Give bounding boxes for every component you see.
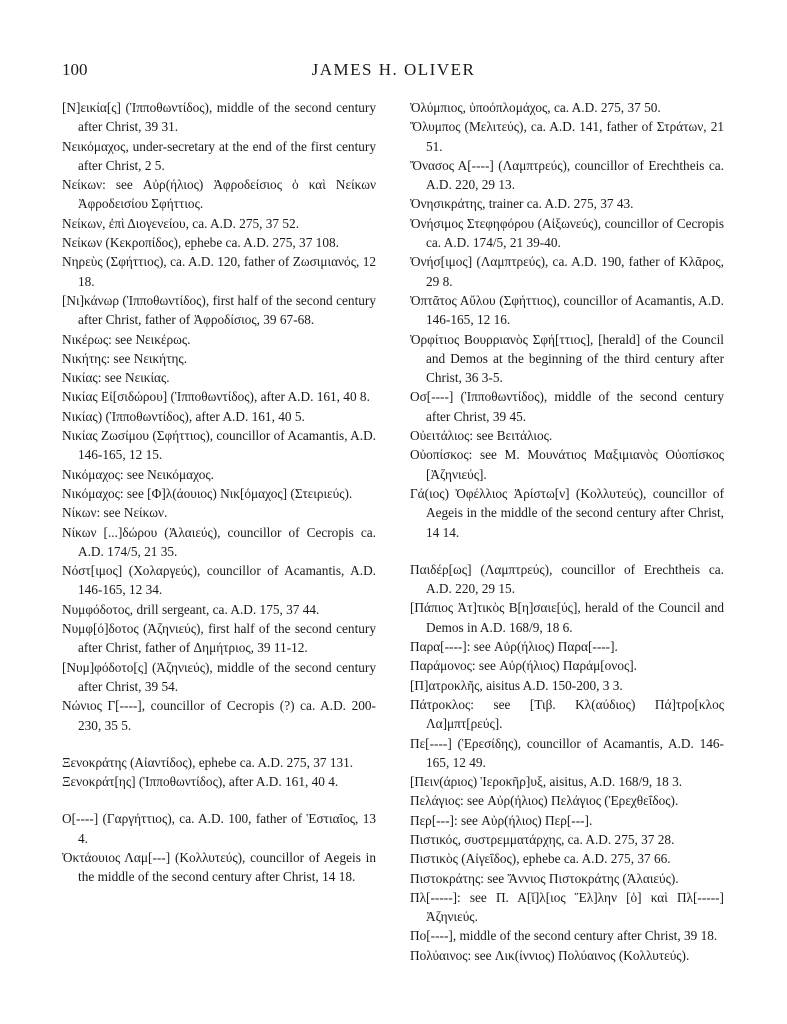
index-entry: Νείκων, ἐπὶ Διογενείου, ca. A.D. 275, 37 52. [62, 215, 300, 231]
page-header [62, 60, 725, 88]
index-entry: Νόστ[ιμος] (Χολαργεύς), councillor of Acamantis, A.D. 146-165, 12 34. [62, 563, 376, 598]
index-entry: Νεικόμαχος, under-secretary at the end of the first century after Christ, 2 5. [62, 138, 376, 173]
index-entry: Πιστικὸς (Αἰγεΐδος), ephebe ca. A.D. 275, 37 66. [410, 851, 671, 867]
index-entry: [Πάπιος Ἀτ]τικὸς Β[η]σαιε[ύς], herald of the Council and Demos in A.D. 168/9, 18 6. [410, 600, 724, 635]
index-entry: Ὄλυμπος (Μελιτεύς), ca. A.D. 141, father of Στράτων, 21 51. [410, 119, 724, 154]
index-entry: Περ[---]: see Αὐρ(ήλιος) Περ[---]. [410, 812, 593, 828]
index-entry: Παράμονος: see Αὐρ(ήλιος) Παράμ[ονος]. [410, 658, 637, 674]
index-entry: Πιστοκράτης: see Ἄννιος Πιστοκράτης (Ἁλαιεύς). [410, 870, 679, 886]
index-entry: Οσ[----] (Ἱπποθωντίδος), middle of the second century after Christ, 39 45. [410, 389, 724, 424]
index-entry: Πάτροκλος: see [Τιβ. Κλ(αύδιος) Πά]τρο[κλος Λα]μπτ[ρεύς]. [410, 696, 724, 732]
section-gap [62, 791, 376, 809]
index-entry: Νείκων (Κεκροπίδος), ephebe ca. A.D. 275, 37 108. [62, 235, 339, 251]
index-entry: Νικόμαχος: see Νεικόμαχος. [62, 466, 214, 482]
index-entry: Πιστικός, συστρεμματάρχης, ca. A.D. 275, 37 28. [410, 831, 675, 847]
index-entry: Νικίας Εἰ[σιδώρου] (Ἱπποθωντίδος), after A.D. 161, 40 8. [62, 389, 370, 405]
index-entry: Νικέρως: see Νεικέρως. [62, 331, 191, 347]
index-entry: [N]εικία[ς] (Ἱπποθωντίδος), middle of the second century after Christ, 39 31. [62, 100, 376, 135]
index-entry: Νικήτης: see Νεικήτης. [62, 350, 188, 366]
index-entry: Ὀνησικράτης, trainer ca. A.D. 275, 37 43. [410, 196, 634, 212]
index-entry: Νίκων [...]δώρου (Ἁλαιεύς), councillor of Cecropis ca. A.D. 174/5, 21 35. [62, 524, 376, 559]
index-entry: Ὀπτᾶτος Αὔλου (Σφήττιος), councillor of Acamantis, A.D. 146-165, 12 16. [410, 292, 724, 328]
index-entry: Πολύαινος: see Λικ(ίννιος) Πολύαινος (Κολλυτεύς). [410, 947, 690, 963]
index-entry: Νικόμαχος: see [Φ]λ(άουιος) Νικ[όμαχος] (Στειριεύς). [62, 485, 353, 501]
index-entry: [Π]ατροκλῆς, aisitus A.D. 150-200, 3 3. [410, 677, 623, 693]
index-entry: Οὐειτάλιος: see Βειτάλιος. [410, 428, 553, 444]
index-entry: Πλ[-----]: see Π. Α[ἴ]λ[ιος Ἕλ]λην [ὁ] καὶ Πλ[-----] Ἀζηνιεύς. [410, 889, 724, 925]
section-gap [410, 542, 724, 560]
index-entry: Πο[----], middle of the second century after Christ, 39 18. [410, 928, 718, 944]
index-entry: Νώνιος Γ[----], councillor of Cecropis (?) ca. A.D. 200-230, 35 5. [62, 698, 376, 733]
index-entry: Νικίας: see Νεικίας. [62, 370, 170, 386]
index-entry: [Πειν(άριος) Ἱεροκῆρ]υξ, aisitus, A.D. 168/9, 18 3. [410, 774, 683, 790]
running-head: JAMES H. OLIVER [311, 60, 476, 79]
index-entry: Πελάγιος: see Αὐρ(ήλιος) Πελάγιος (Ἐρεχθεΐδος). [410, 793, 679, 809]
index-entry: Ὀλύμπιος, ὑποόπλομάχος, ca. A.D. 275, 37 50. [410, 100, 661, 115]
index-entry: Νυμφόδοτος, drill sergeant, ca. A.D. 175, 37 44. [62, 601, 320, 617]
index-entry: Νίκων: see Νείκων. [62, 505, 168, 521]
index-entry: Παιδέρ[ως] (Λαμπτρεύς), councillor of Erechtheis ca. A.D. 220, 29 15. [410, 561, 724, 597]
index-entry: Ξενοκράτ[ης] (Ἱπποθωντίδος), after A.D. 161, 40 4. [62, 774, 339, 790]
index-entry: Ὀκτάουιος Λαμ[---] (Κολλυτεύς), councillor of Aegeis in the middle of the second century after Christ, 14 18. [62, 849, 376, 885]
section-gap [62, 735, 376, 753]
index-entry: Παρα[----]: see Αὐρ(ήλιος) Παρα[----]. [410, 639, 618, 655]
index-entry: Ὀνήσ[ιμος] (Λαμπτρεύς), ca. A.D. 190, father of Κλᾶρος, 29 8. [410, 254, 724, 289]
index-entry: Νείκων: see Αὐρ(ήλιος) Ἀφροδείσιος ὁ καὶ Νείκων Ἀφροδεισίου Σφήττιος. [62, 177, 376, 212]
index-entry: Νικίας Ζωσίμου (Σφήττιος), councillor of Acamantis, A.D. 146-165, 12 15. [62, 428, 376, 463]
page-number: 100 [62, 60, 88, 79]
index-entry: [Νι]κάνωρ (Ἱπποθωντίδος), first half of the second century after Christ, father of Ἀφροδίσιος, 39 67-68. [62, 292, 376, 328]
index-entry: Γά(ιος) Ὀφέλλιος Ἀρίστω[ν] (Κολλυτεύς), councillor of Aegeis in the middle of the second century after Christ, 14 14. [410, 485, 724, 540]
index-entry: Νυμφ[ό]δοτος (Ἀζηνιεύς), first half of the second century after Christ, father of Δημήτριος, 39 11-12. [62, 621, 376, 656]
right-column [410, 98, 724, 965]
index-entry: Ὀρφίτιος Βουρριανὸς Σφή[ττιος], [herald] of the Council and Demos at the beginning of the third century after Christ, 36 3-5. [410, 331, 724, 386]
index-entry: Νικίας) (Ἱπποθωντίδος), after A.D. 161, 40 5. [62, 408, 305, 424]
index-entry: [Νυμ]φόδοτο[ς] (Ἀζηνιεύς), middle of the second century after Christ, 39 54. [62, 659, 376, 694]
left-column [62, 98, 376, 887]
index-entry: Ὄνασος Α[----] (Λαμπτρεύς), councillor of Erechtheis ca. A.D. 220, 29 13. [410, 157, 724, 193]
index-entry: Ὀνήσιμος Στεφηφόρου (Αἰξωνεύς), councillor of Cecropis ca. A.D. 174/5, 21 39-40. [410, 215, 724, 251]
index-entry: Πε[----] (Ἑρεσίδης), councillor of Acamantis, A.D. 146-165, 12 49. [410, 735, 724, 770]
index-entry: Ο[----] (Γαργήττιος), ca. A.D. 100, father of Ἑστιαῖος, 13 4. [62, 811, 376, 846]
index-entry: Νηρεὺς (Σφήττιος), ca. A.D. 120, father of Ζωσιμιανός, 12 18. [62, 254, 376, 289]
index-entry: Οὐοπίσκος: see Μ. Μουνάτιος Μαξιμιανὸς Οὐοπίσκος [Ἀζηνιεύς]. [410, 447, 724, 482]
index-entry: Ξενοκράτης (Αἰαντίδος), ephebe ca. A.D. 275, 37 131. [62, 754, 354, 770]
